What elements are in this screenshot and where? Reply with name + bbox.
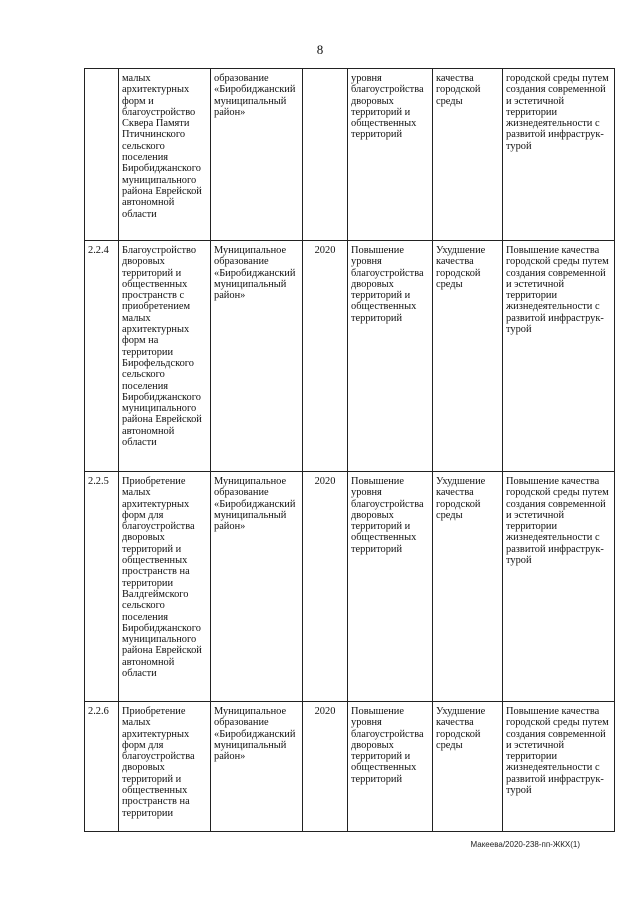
executor: Муниципальное образование «Биробиджанский муниципальный район»	[211, 472, 303, 702]
indicator: уровня благоустройства дворовых территорий и общественных территорий	[348, 69, 433, 241]
year: 2020	[303, 241, 348, 472]
indicator: Повышение уровня благоустройства дворовых территорий и общественных территорий	[348, 472, 433, 702]
table-row	[85, 241, 615, 472]
executor: Муниципальное образование «Биробиджанский муниципальный район»	[211, 241, 303, 472]
executor: Муниципальное образование «Биробиджанский муниципальный район»	[211, 702, 303, 832]
indicator: Повышение уровня благоустройства дворовых территорий и общественных территорий	[348, 702, 433, 832]
year	[303, 69, 348, 241]
consequence: Ухудшение качества городской среды	[433, 241, 503, 472]
measure-name: малых архитектурных форм и благоустройство Сквера Памяти Птичнинского сельского поселения Биробиджанского муниципального района Еврейской автономной области	[119, 69, 211, 241]
consequence: Ухудшение качества городской среды	[433, 472, 503, 702]
consequence: Ухудшение качества городской среды	[433, 702, 503, 832]
measure-name: Приобретение малых архитектурных форм для благоустройства дворовых территорий и общественных пространств на территории	[119, 702, 211, 832]
year: 2020	[303, 472, 348, 702]
page-number: 8	[316, 42, 324, 57]
row-number: 2.2.6	[85, 702, 119, 832]
year: 2020	[303, 702, 348, 832]
row-number	[85, 69, 119, 241]
executor: образование «Биробиджанский муниципальный район»	[211, 69, 303, 241]
expected-result: Повышение качества городской среды путем создания современной и эстетичной территории жизнедеятельности с развитой инфраструк- турой	[503, 472, 615, 702]
measures-table	[84, 68, 615, 832]
row-number: 2.2.5	[85, 472, 119, 702]
measure-name: Приобретение малых архитектурных форм для благоустройства дворовых территорий и общественных пространств на территории Валдгеймского сельского поселения Биробиджанского муниципального района Еврейской автономной области	[119, 472, 211, 702]
consequence: качества городской среды	[433, 69, 503, 241]
indicator: Повышение уровня благоустройства дворовых территорий и общественных территорий	[348, 241, 433, 472]
table-row	[85, 472, 615, 702]
expected-result: Повышение качества городской среды путем создания современной и эстетичной территории жизнедеятельности с развитой инфраструк- турой	[503, 702, 615, 832]
expected-result: Повышение качества городской среды путем создания современной и эстетичной территории жизнедеятельности с развитой инфраструк- турой	[503, 241, 615, 472]
table-row	[85, 702, 615, 832]
row-number: 2.2.4	[85, 241, 119, 472]
document-footer: Макеева/2020-238-пп-ЖКХ(1)	[470, 840, 580, 849]
measure-name: Благоустройство дворовых территорий и общественных пространств с приобретением малых архитектурных форм на территории Бирофельдского сельского поселения Биробиджанского муниципального района Еврейской автономной области	[119, 241, 211, 472]
table-row	[85, 69, 615, 241]
expected-result: городской среды путем создания современной и эстетичной территории жизнедеятельности с развитой инфраструк- турой	[503, 69, 615, 241]
